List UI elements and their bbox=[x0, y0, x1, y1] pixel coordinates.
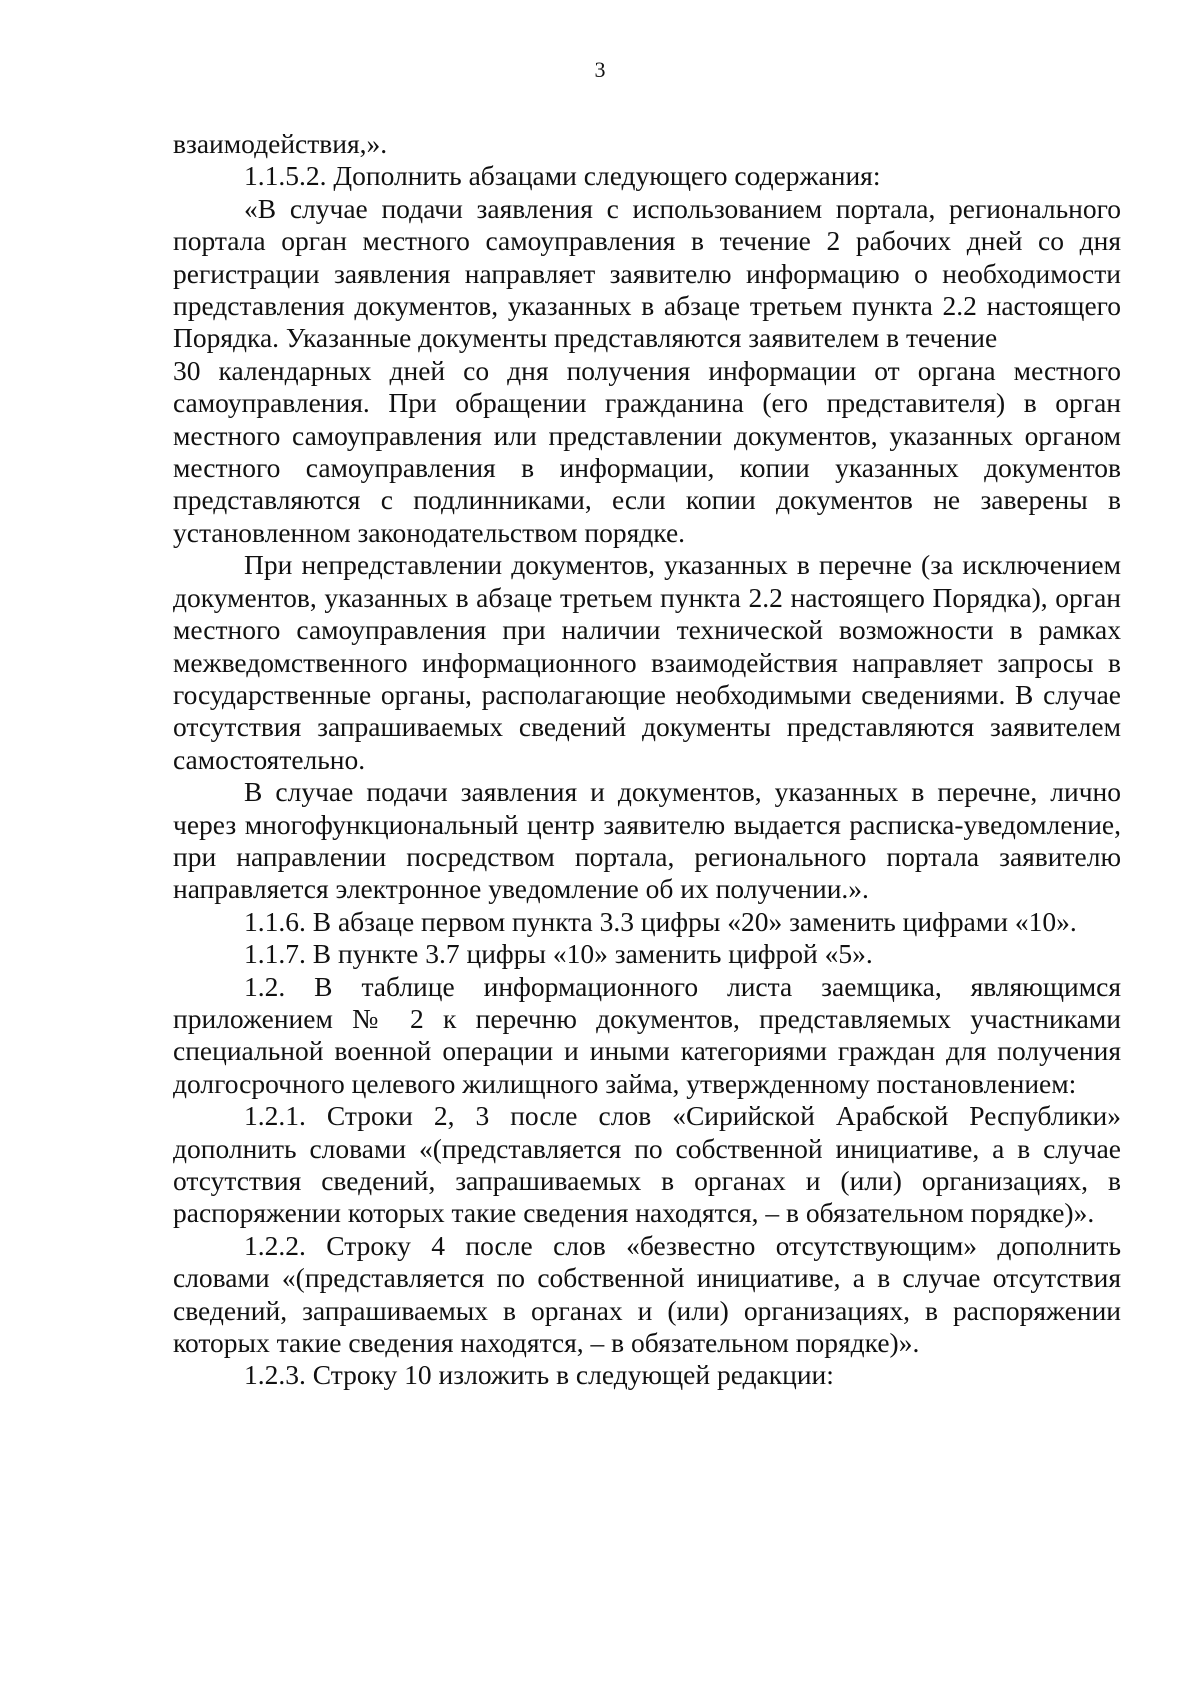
paragraph-non-submission: При непредставлении документов, указанных в перечне (за исключением документов, указанных в абзаце третьем пункта 2.2 настоящего Порядка), орган местного самоуправления при наличии технической возможности в рамках межведомственного информационного взаимодействия направляет запросы в государственные органы, располагающие необходимыми сведениями. В случае отсутствия запрашиваемых сведений документы представляются заявителем самостоятельно. bbox=[173, 549, 1121, 775]
paragraph-1-1-6: 1.1.6. В абзаце первом пункта 3.3 цифры «20» заменить цифрами «10». bbox=[244, 905, 1077, 937]
document-body bbox=[173, 128, 1121, 1392]
paragraph-1-2-1: 1.2.1. Строки 2, 3 после слов «Сирийской Арабской Республики» дополнить словами «(представляется по собственной инициативе, а в случае отсутствия сведений, запрашиваемых в органах и (или) организациях, в распоряжении которых такие сведения находятся, – в обязательном порядке)». bbox=[173, 1100, 1121, 1229]
paragraph-1-1-5-2: 1.1.5.2. Дополнить абзацами следующего содержания: bbox=[244, 160, 881, 192]
paragraph-1-2-3: 1.2.3. Строку 10 изложить в следующей редакции: bbox=[244, 1359, 834, 1391]
paragraph-mfc-submission: В случае подачи заявления и документов, указанных в перечне, лично через многофункциональный центр заявителю выдается расписка-уведомление, при направлении посредством портала, регионального портала заявителю направляется электронное уведомление об их получении.». bbox=[173, 776, 1121, 905]
paragraph-portal-submission: «В случае подачи заявления с использованием портала, регионального портала орган местного самоуправления в течение 2 рабочих дней со дня регистрации заявления направляет заявителю информацию о необходимости представления документов, указанных в абзаце третьем пункта 2.2 настоящего Порядка. Указанные документы представляются заявителем в течение bbox=[173, 192, 1121, 354]
paragraph-1-2-2: 1.2.2. Строку 4 после слов «безвестно отсутствующим» дополнить словами «(представляется по собственной инициативе, а в случае отсутствия сведений, запрашиваемых в органах и (или) организациях, в распоряжении которых такие сведения находятся, – в обязательном порядке)». bbox=[173, 1229, 1121, 1359]
paragraph-thirty-days: 30 календарных дней со дня получения информации от органа местного самоуправления. При обращении гражданина (его представителя) в орган местного самоуправления или представлении документов, указанных органом местного самоуправления в информации, копии указанных документов представляются с подлинниками, если копии документов не заверены в установленном законодательством порядке. bbox=[173, 354, 1121, 548]
paragraph-continuation: взаимодействия,». bbox=[173, 128, 388, 159]
paragraph-1-1-7: 1.1.7. В пункте 3.7 цифры «10» заменить цифрой «5». bbox=[244, 938, 873, 970]
page-number: 3 bbox=[594, 57, 606, 82]
paragraph-1-2: 1.2. В таблице информационного листа заемщика, являющимся приложением № 2 к перечню документов, представляемых участниками специальной военной операции и иными категориями граждан для получения долгосрочного целевого жилищного займа, утвержденному постановлением: bbox=[173, 970, 1121, 1099]
